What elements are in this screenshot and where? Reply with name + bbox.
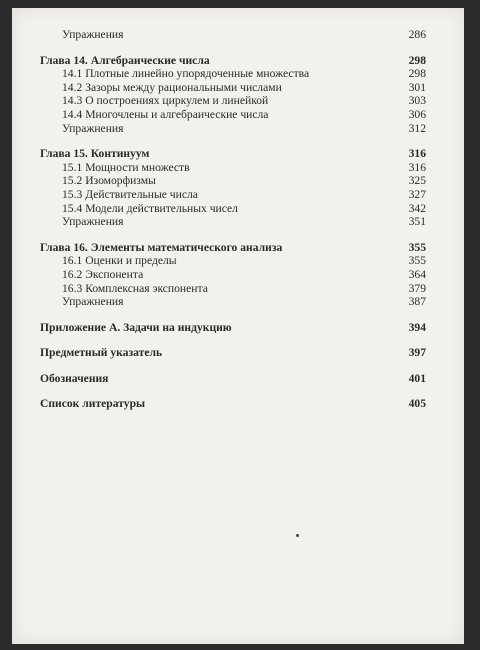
toc-entry-page: 379 [408,281,426,295]
toc-gap [40,334,426,346]
toc-section-entry [40,81,426,95]
toc-entry-title: 16.1 Оценки и пределы [62,254,177,268]
toc-entry-page: 303 [408,94,426,108]
toc-section-entry [40,282,426,296]
toc-entry-page: 355 [408,254,426,268]
toc-section-entry [40,94,426,108]
toc-gap [40,385,426,397]
toc-entry-title: 14.1 Плотные линейно упорядоченные множества [62,67,310,81]
toc-entry-page: 364 [408,267,426,281]
toc-entry-page: 298 [408,53,426,67]
book-page [12,8,464,644]
toc-entry-page: 394 [408,320,426,334]
toc-entry-title: Список литературы [40,397,146,411]
toc-entry-title: 14.2 Зазоры между рациональными числами [62,80,282,94]
toc-chapter-entry [40,372,426,386]
toc-gap [40,135,426,147]
toc-entry-page: 355 [408,240,426,254]
toc-entry-title: 15.3 Действительные числа [62,187,198,201]
toc-section-entry [40,268,426,282]
toc-entry-page: 286 [408,28,426,41]
toc-section-entry [40,215,426,229]
toc-entry-title: 16.3 Комплексная экспонента [62,281,208,295]
toc-entry-page: 301 [408,80,426,94]
toc-entry-page: 401 [408,371,426,385]
toc-entry-page: 405 [408,397,426,411]
toc-entry-page: 306 [408,107,426,121]
toc-entry-page: 387 [408,295,426,309]
toc-section-entry [40,122,426,136]
toc-entry-title: Упражнения [62,28,124,41]
toc-section-entry [40,161,426,175]
toc-entry-title: Упражнения [62,215,124,229]
toc-section-entry [40,67,426,81]
toc-entry-title: Упражнения [62,295,124,309]
toc-entry-page: 327 [408,187,426,201]
toc-entry-title: Глава 14. Алгебраические числа [40,53,210,67]
toc-entry-title: Упражнения [62,121,124,135]
toc-section-entry [40,254,426,268]
toc-entry-page: 316 [408,160,426,174]
toc-chapter-entry [40,54,426,68]
toc-entry-page: 342 [408,201,426,215]
toc-section-entry [40,188,426,202]
toc-entry-title: 14.4 Многочлены и алгебраические числа [62,107,269,121]
toc-entry-title: 14.3 О построениях циркулем и линейкой [62,94,269,108]
toc-gap [40,42,426,54]
table-of-contents [40,28,426,411]
toc-entry-title: 15.4 Модели действительных чисел [62,201,238,215]
toc-section-entry [40,202,426,216]
toc-chapter-entry [40,346,426,360]
toc-entry-title: 15.1 Мощности множеств [62,160,190,174]
toc-entry-title: Глава 15. Континуум [40,147,150,161]
toc-gap [40,309,426,321]
toc-entry-page: 351 [408,215,426,229]
toc-chapter-entry [40,241,426,255]
toc-entry-page: 397 [408,346,426,360]
toc-chapter-entry [40,147,426,161]
page-speck [296,534,299,537]
toc-entry-title: Обозначения [40,371,109,385]
toc-entry-title: Предметный указатель [40,346,163,360]
toc-section-entry [40,174,426,188]
toc-entry-page: 316 [408,147,426,161]
toc-chapter-entry [40,321,426,335]
toc-section-entry [40,28,426,42]
toc-entry-page: 325 [408,174,426,188]
toc-entry-title: Приложение А. Задачи на индукцию [40,320,232,334]
toc-chapter-entry [40,397,426,411]
toc-entry-title: Глава 16. Элементы математического анализа [40,240,283,254]
toc-entry-title: 15.2 Изоморфизмы [62,174,156,188]
toc-entry-page: 312 [408,121,426,135]
toc-gap [40,229,426,241]
toc-section-entry [40,295,426,309]
toc-entry-title: 16.2 Экспонента [62,267,144,281]
toc-gap [40,360,426,372]
toc-entry-page: 298 [408,67,426,81]
toc-section-entry [40,108,426,122]
